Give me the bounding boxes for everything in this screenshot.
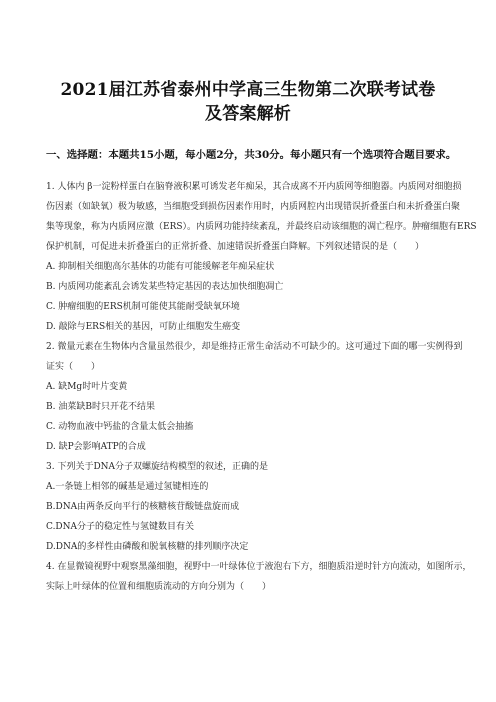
question-4-stem-line: 4. 在显微镜视野中观察黑藻细胞，视野中一叶绿体位于液泡右下方，细胞质沿逆时针方向流动，如图所示， <box>46 562 472 572</box>
question-1-option-d: D. 敲除与ERS相关的基因，可防止细胞发生癌变 <box>46 322 241 332</box>
question-2-option-b: B. 油菜缺B时只开花不结果 <box>46 402 155 412</box>
question-3-option-c: C.DNA分子的稳定性与氢键数目有关 <box>46 522 195 532</box>
document-title-line-1: 2021届江苏省泰州中学高三生物第二次联考试卷 <box>60 80 436 100</box>
question-2-option-c: C. 动物血液中钙盐的含量太低会抽搐 <box>46 422 194 432</box>
question-3-option-b: B.DNA由两条反向平行的核糖核苷酸链盘旋而成 <box>46 502 240 512</box>
question-1-stem-line: 集等现象，称为内质网应激（ERS）。内质网功能持续紊乱，并最终启动该细胞的凋亡程序。肿瘤细胞有ERS <box>46 222 477 232</box>
question-2-stem-line: 2. 微量元素在生物体内含量虽然很少，却是维持正常生命活动不可缺少的。这可通过下面的哪一实例得到 <box>46 342 463 352</box>
question-1-option-c: C. 肿瘤细胞的ERS机制可能使其能耐受缺氧环境 <box>46 302 240 312</box>
question-2-option-d: D. 缺P会影响ATP的合成 <box>46 442 146 452</box>
question-1-stem-line: 1. 人体内 β一淀粉样蛋白在脑脊液积累可诱发老年痴呆，其合成离不开内质网等细胞器。内质网对细胞损 <box>46 182 462 192</box>
question-1-option-a: A. 抑制相关细胞高尔基体的功能有可能缓解老年痴呆症状 <box>46 262 275 272</box>
question-1-stem-line: 伤因素（如缺氧）极为敏感，当细胞受到损伤因素作用时，内质网腔内出现错误折叠蛋白和未折叠蛋白聚 <box>46 202 461 212</box>
question-3-option-d: D.DNA的多样性由磷酸和脱氧核糖的排列顺序决定 <box>46 542 249 552</box>
question-1-option-b: B. 内质网功能紊乱会诱发某些特定基因的表达加快细胞凋亡 <box>46 282 284 292</box>
question-1-stem-line: 保护机制，可促进未折叠蛋白的正常折叠、加速错误折叠蛋白降解。下列叙述错误的是（ ） <box>46 242 425 252</box>
section-heading: 一、选择题：本题共15小题，每小题2分，共30分。每小题只有一个选项符合题目要求。 <box>46 149 457 161</box>
document-title-line-2: 及答案解析 <box>205 104 291 124</box>
question-2-option-a: A. 缺Mg时叶片变黄 <box>46 382 128 392</box>
question-4-stem-line: 实际上叶绿体的位置和细胞质流动的方向分别为（ ） <box>46 582 272 592</box>
question-2-stem-line: 证实（ ） <box>46 362 101 372</box>
question-3-option-a: A.一条链上相邻的碱基是通过氢键相连的 <box>46 482 209 492</box>
question-3-stem-line: 3. 下列关于DNA分子双螺旋结构模型的叙述，正确的是 <box>46 462 269 472</box>
